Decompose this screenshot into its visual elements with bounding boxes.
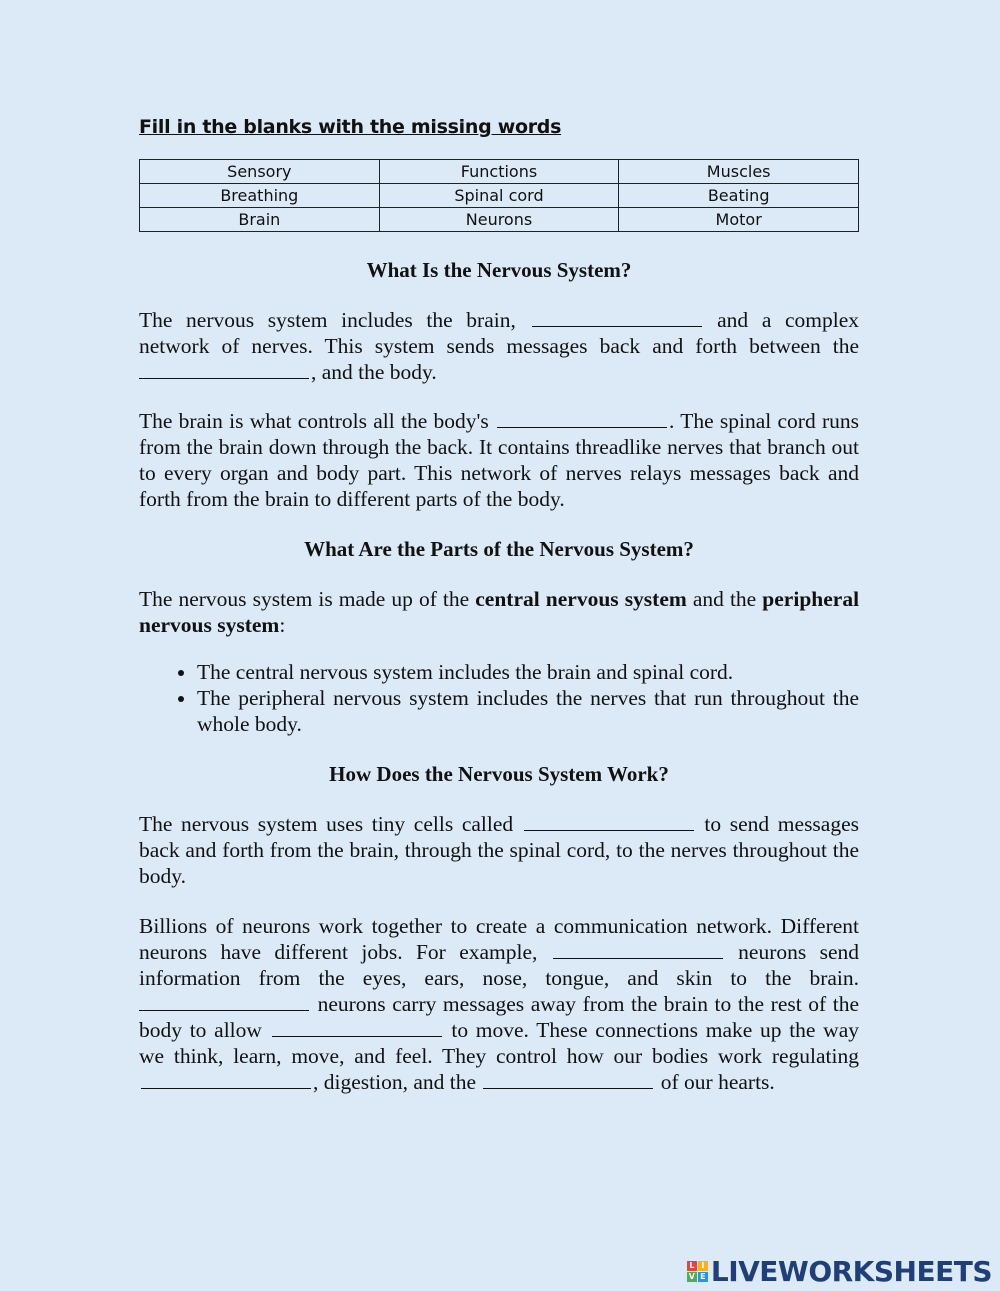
paragraph <box>139 811 859 889</box>
blank-input[interactable] <box>497 409 667 428</box>
word-bank-cell: Sensory <box>140 160 380 184</box>
instruction-heading: Fill in the blanks with the missing words <box>139 116 562 138</box>
text: neurons carry messages away from the brain to the rest of the body to allow <box>139 992 860 1042</box>
text: The nervous system is made up of the <box>139 587 470 611</box>
paragraph <box>139 913 859 1095</box>
text: and a complex network of nerves. This system sends messages back and forth between the <box>139 308 860 358</box>
list-item: • The central nervous system includes the brain and spinal cord. <box>197 659 859 685</box>
word-bank-row <box>140 160 859 184</box>
text: , digestion, and the <box>313 1070 477 1094</box>
paragraph <box>139 307 859 385</box>
word-bank-cell: Neurons <box>379 208 619 232</box>
text: Billions of neurons work together to create a communication network. Different neurons have different jobs. For example, <box>139 914 859 964</box>
blank-input[interactable] <box>553 940 723 959</box>
text: The nervous system includes the brain, <box>139 308 516 332</box>
text: of our hearts. <box>660 1070 775 1094</box>
section-heading: How Does the Nervous System Work? <box>329 762 669 786</box>
word-bank-cell: Muscles <box>619 160 859 184</box>
logo-mark-letter: L <box>687 1261 697 1271</box>
section-heading: What Is the Nervous System? <box>366 258 632 282</box>
bold-term: peripheral nervous system <box>139 587 860 637</box>
logo-mark-icon <box>687 1261 708 1282</box>
logo-mark-letter: I <box>698 1261 708 1271</box>
blank-input[interactable] <box>141 1070 311 1089</box>
blank-input[interactable] <box>483 1070 653 1089</box>
word-bank-row <box>140 184 859 208</box>
liveworksheets-logo[interactable] <box>687 1255 992 1288</box>
word-bank-row <box>140 208 859 232</box>
text: : <box>279 613 286 637</box>
text: . The spinal cord runs from the brain down through the back. It contains threadlike nerves that branch out to every organ and body part. This network of nerves relays messages back and forth from the brain to different parts of the body. <box>139 409 859 511</box>
word-bank-cell: Breathing <box>140 184 380 208</box>
word-bank-cell: Beating <box>619 184 859 208</box>
word-bank-cell: Brain <box>140 208 380 232</box>
bullet-list <box>139 659 859 737</box>
word-bank-table <box>139 159 859 232</box>
bold-term: central nervous system <box>475 587 687 611</box>
blank-input[interactable] <box>532 308 702 327</box>
blank-input[interactable] <box>524 812 694 831</box>
logo-mark-letter: E <box>698 1272 708 1282</box>
section-heading: What Are the Parts of the Nervous System? <box>304 537 694 561</box>
text: , and the body. <box>311 360 437 384</box>
word-bank-cell: Functions <box>379 160 619 184</box>
text: to send messages back and forth from the brain, through the spinal cord, to the nerves throughout the body. <box>139 812 860 888</box>
logo-mark-letter: V <box>688 1272 695 1281</box>
blank-input[interactable] <box>272 1018 442 1037</box>
word-bank-cell: Spinal cord <box>379 184 619 208</box>
word-bank-cell: Motor <box>619 208 859 232</box>
paragraph <box>139 408 859 512</box>
paragraph <box>139 586 859 638</box>
text: to move. These connections make up the way we think, learn, move, and feel. They control how our bodies work regulating <box>139 1018 859 1068</box>
list-item: • The peripheral nervous system includes the nerves that run throughout the whole body. <box>197 685 859 737</box>
text: The nervous system uses tiny cells called <box>139 812 514 836</box>
text: and the <box>692 587 757 611</box>
text: neurons send information from the eyes, ears, nose, tongue, and skin to the brain. <box>139 940 860 990</box>
blank-input[interactable] <box>139 992 309 1011</box>
blank-input[interactable] <box>139 360 309 379</box>
logo-text: LIVEWORKSHEETS <box>710 1255 992 1288</box>
text: The brain is what controls all the body's <box>139 409 489 433</box>
